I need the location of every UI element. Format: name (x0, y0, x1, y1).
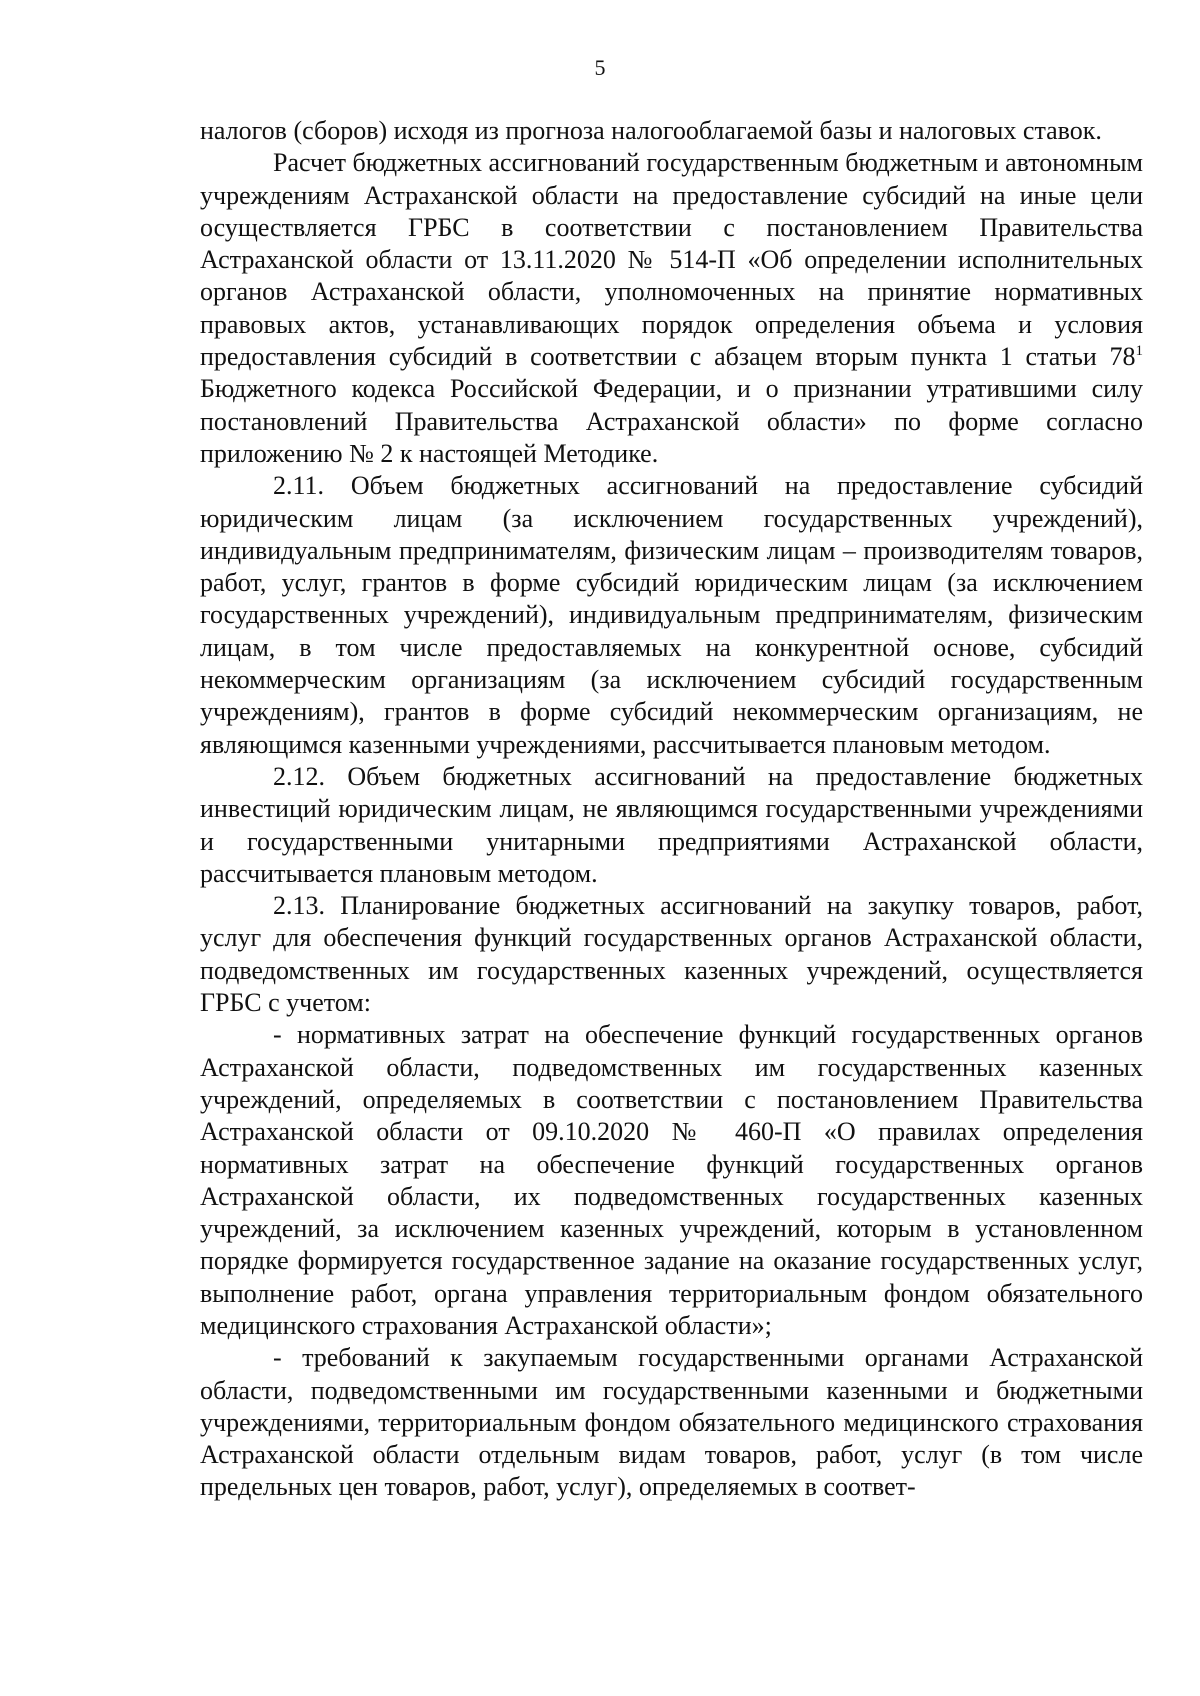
paragraph-subsidies-text-part2: Бюджетного кодекса Российской Федерации, и о признании утратившими силу постановлений Правительства Астраханской области» по форме согласно приложению № 2 к настоящей Методике. (200, 374, 1143, 468)
page-number: 5 (594, 55, 606, 80)
document-body (200, 115, 1143, 1504)
paragraph-taxes-continuation: налогов (сборов) исходя из прогноза налогооблагаемой базы и налоговых ставок. (200, 116, 1102, 145)
paragraph-subsidies-calculation (200, 147, 1143, 470)
article-superscript: 1 (1135, 343, 1143, 360)
list-item-requirements: - требований к закупаемым государственными органами Астраханской области, подведомственными им государственными казенными и бюджетными учреждениями, территориальным фондом обязательного медицинского страхования Астраханской области отдельным видам товаров, работ, услуг (в том числе предельных цен товаров, работ, услуг), определяемых в соответ- (200, 1343, 1143, 1502)
paragraph-subsidies-text-part1: Расчет бюджетных ассигнований государственным бюджетным и автономным учреждениям Астраханской области на предоставление субсидий на иные цели осуществляется ГРБС в соответствии с постановлением Правительства Астраханской области от 13.11.2020 № 514-П «Об определении исполнительных органов Астраханской области, уполномоченных на принятие нормативных правовых актов, устанавливающих порядок определения объема и условия предоставления субсидий в соответствии с абзацем вторым пункта 1 статьи 78 (200, 148, 1143, 372)
list-item-normative-costs: - нормативных затрат на обеспечение функций государственных органов Астраханской области, подведомственных им государственных казенных учреждений, определяемых в соответствии с постановлением Правительства Астраханской области от 09.10.2020 № 460-П «О правилах определения нормативных затрат на обеспечение функций государственных органов Астраханской области, их подведомственных государственных казенных учреждений, за исключением казенных учреждений, которым в установленном порядке формируется государственное задание на оказание государственных услуг, выполнение работ, органа управления территориальным фондом обязательного медицинского страхования Астраханской области»; (200, 1020, 1143, 1340)
paragraph-2-11: 2.11. Объем бюджетных ассигнований на предоставление субсидий юридическим лицам (за исключением государственных учреждений), индивидуальным предпринимателям, физическим лицам – производителям товаров, работ, услуг, грантов в форме субсидий юридическим лицам (за исключением государственных учреждений), индивидуальным предпринимателям, физическим лицам, в том числе предоставляемых на конкурентной основе, субсидий некоммерческим организациям (за исключением субсидий государственным учреждениям), грантов в форме субсидий некоммерческим организациям, не являющимся казенными учреждениями, рассчитывается плановым методом. (200, 471, 1143, 759)
paragraph-2-12: 2.12. Объем бюджетных ассигнований на предоставление бюджетных инвестиций юридическим лицам, не являющимся государственными учреждениями и государственными унитарными предприятиями Астраханской области, рассчитывается плановым методом. (200, 761, 1143, 888)
paragraph-2-13: 2.13. Планирование бюджетных ассигнований на закупку товаров, работ, услуг для обеспечения функций государственных органов Астраханской области, подведомственных им государственных казенных учреждений, осуществляется ГРБС с учетом: (200, 891, 1143, 1018)
